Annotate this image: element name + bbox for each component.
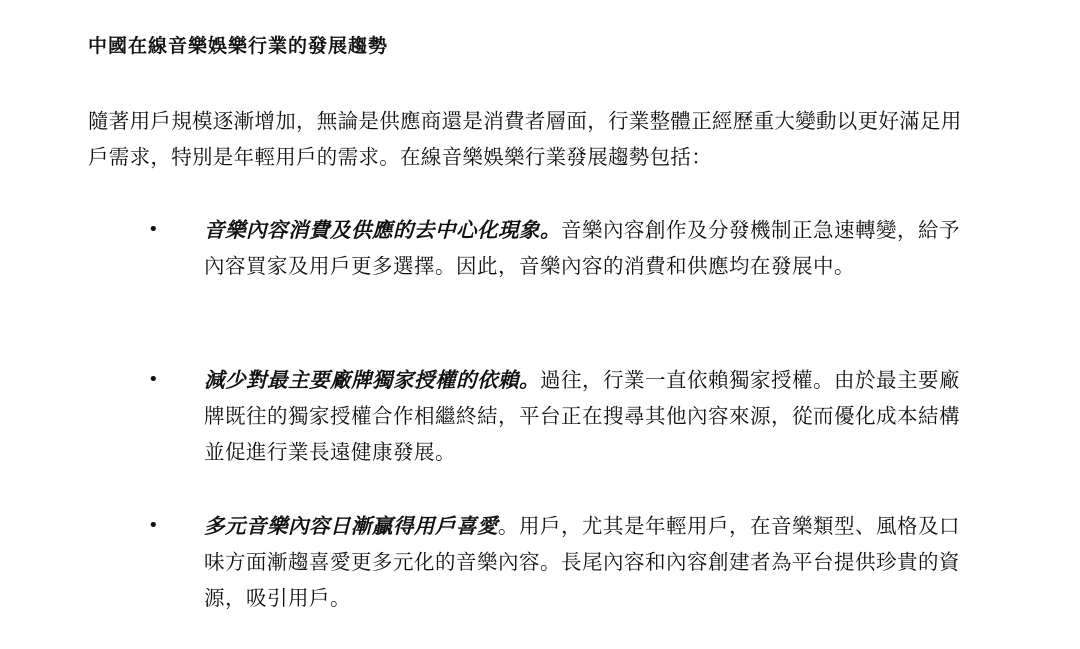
bullet-body-text: 過往，行業一直依賴獨家授權。由於最主要廠牌既往的獨家授權合作相繼終結，平台正在搜尋其他內容來源，從而優化成本結構並促進行業長遠健康發展。 — [204, 368, 960, 464]
bullet-body-text: 音樂內容創作及分發機制正急速轉變，給予內容買家及用戶更多選擇。因此，音樂內容的消費和供應均在發展中。 — [204, 218, 960, 278]
bullet-marker: • — [148, 515, 159, 536]
bullet-lead-phrase: 減少對最主要廠牌獨家授權的依賴。 — [204, 368, 540, 392]
bullet-paragraph — [204, 212, 966, 284]
bullet-paragraph — [204, 362, 966, 470]
bullet-paragraph — [204, 508, 966, 616]
bullet-marker: • — [148, 219, 159, 240]
bullet-marker: • — [148, 369, 159, 390]
bullet-lead-phrase: 多元音樂內容日漸贏得用戶喜愛 — [204, 514, 498, 538]
bullet-lead-phrase: 音樂內容消費及供應的去中心化現象。 — [204, 218, 561, 242]
bullet-body-text: 。用戶，尤其是年輕用戶，在音樂類型、風格及口味方面漸趨喜愛更多元化的音樂內容。長尾內容和內容創建者為平台提供珍貴的資源，吸引用戶。 — [204, 514, 960, 610]
intro-paragraph: 隨著用戶規模逐漸增加，無論是供應商還是消費者層面，行業整體正經歷重大變動以更好滿足用戶需求，特別是年輕用戶的需求。在線音樂娛樂行業發展趨勢包括： — [88, 109, 962, 169]
section-heading: 中國在線音樂娛樂行業的發展趨勢 — [88, 35, 389, 57]
